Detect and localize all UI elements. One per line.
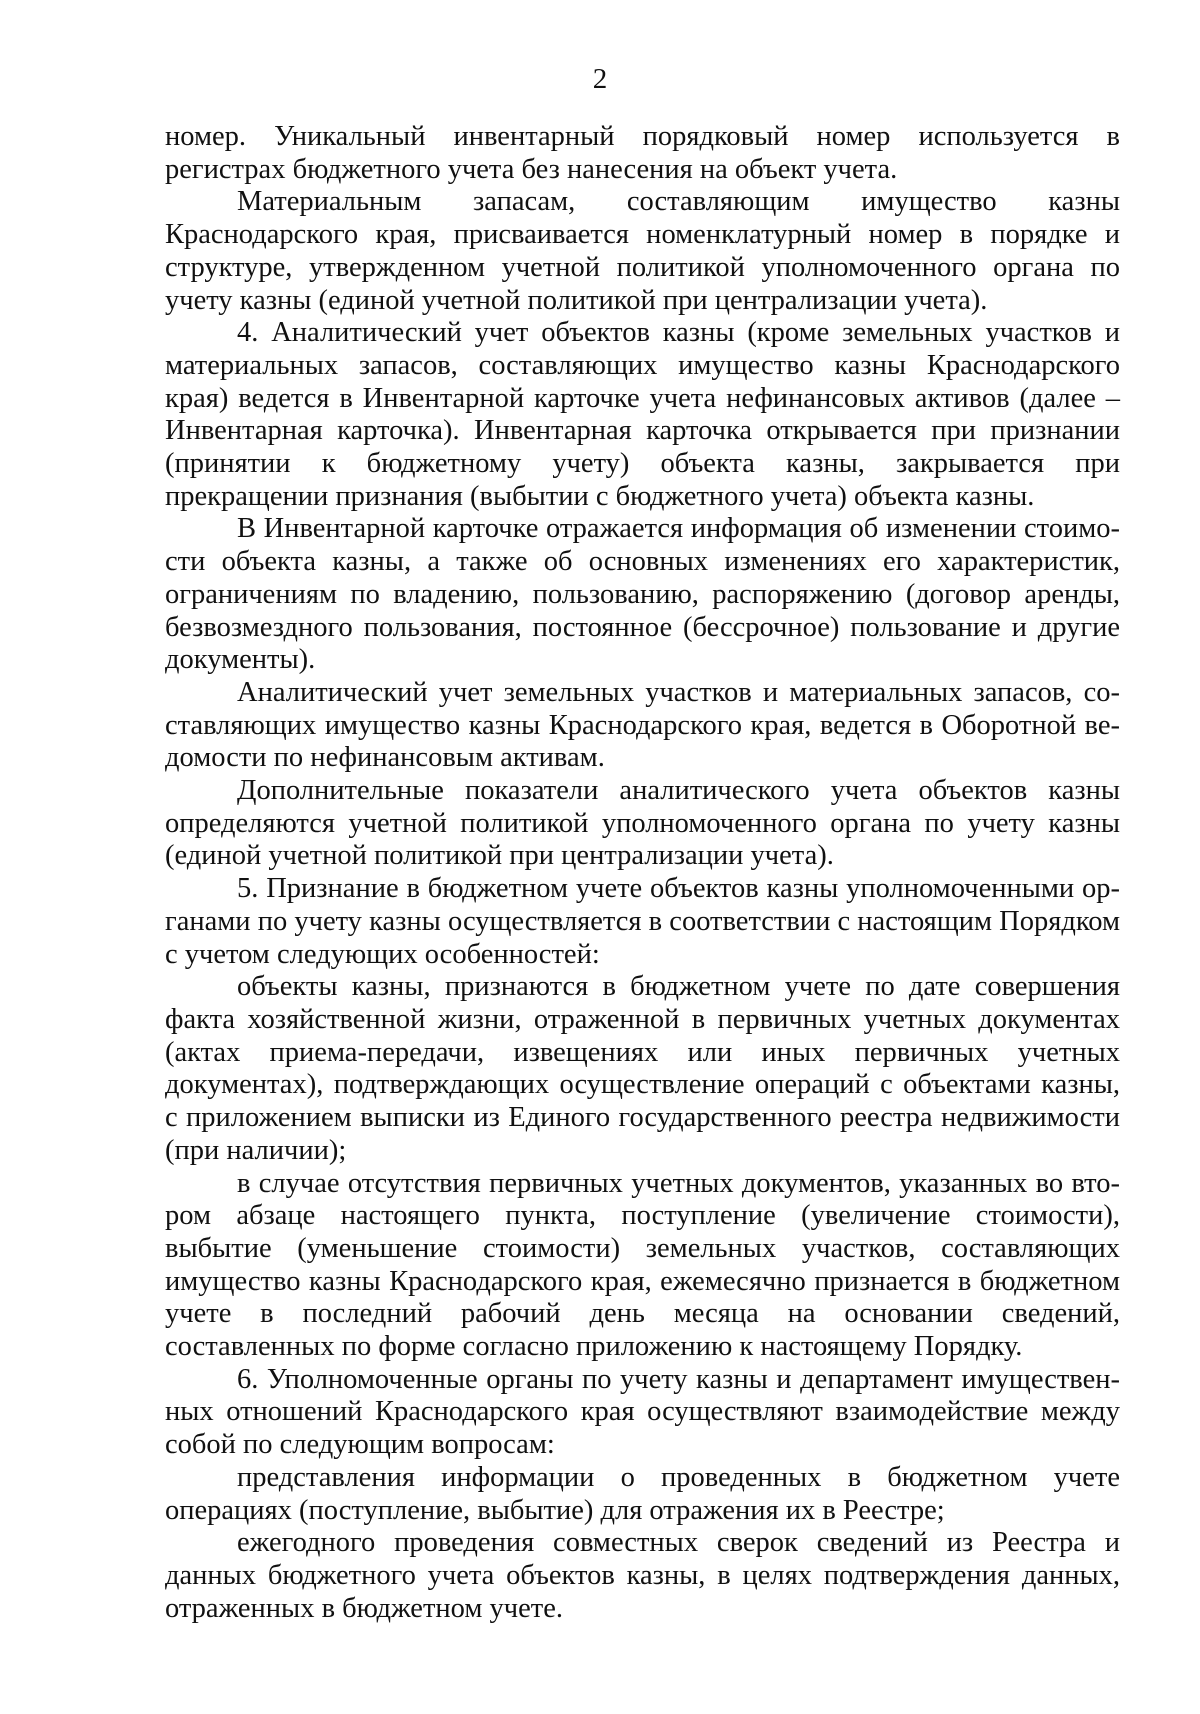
paragraph-annual-reconciliation: ежегодного проведения совместных сверок сведений из Реестра и данных бюджетного учета объектов казны, в целях подтверждения данных, отраженных в бюджетном учете. [165,1527,1120,1624]
paragraph-absence-of-documents: в случае отсутствия первичных учетных документов, указанных во втором абзаце настоящего пункта, поступление (увеличение стоимости), выбытие (уменьшение стоимости) земельных участков, составляющих имущество казны Краснодарского края, ежемесячно признается в бюджетном учете в последний рабочий день месяца на основании сведений, составленных по форме согласно приложению к настоящему Порядку. [165,1167,1120,1363]
paragraph-5-recognition: 5. Признание в бюджетном учете объектов казны уполномоченными органами по учету казны осуществляется в соответствии с настоящим Порядком с учетом следующих особенностей: [165,873,1120,970]
page-number: 2 [592,63,608,95]
paragraph-information-submission: представления информации о проведенных в бюджетном учете операциях (поступление, выбытие) для отражения их в Реестре; [165,1461,1120,1526]
paragraph-material-reserves-numbering: Материальным запасам, составляющим имущество казны Краснодарского края, присваивается номенклатурный номер в порядке и структуре, утвержденном учетной политикой уполномоченного органа по учету казны (единой учетной политикой при централизации учета). [165,186,1120,316]
paragraph-land-analytical-accounting: Аналитический учет земельных участков и материальных запасов, составляющих имущество казны Краснодарского края, ведется в Оборотной ведомости по нефинансовым активам. [165,676,1120,774]
document-body [165,121,1120,1625]
paragraph-recognition-by-date: объекты казны, признаются в бюджетном учете по дате совершения факта хозяйственной жизни, отраженной в первичных учетных документах (актах приема-передачи, извещениях или иных первичных учетных документах), подтверждающих осуществление операций с объектами казны, с приложением выписки из Единого государственного реестра недвижимости (при наличии); [165,971,1120,1166]
paragraph-4-analytical-accounting: 4. Аналитический учет объектов казны (кроме земельных участков и материальных запасов, составляющих имущество казны Краснодарского края) ведется в Инвентарной карточке учета нефинансовых активов (далее – Инвентарная карточка). Инвентарная карточка открывается при признании (принятии к бюджетному учету) объекта казны, закрывается при прекращении признания (выбытии с бюджетного учета) объекта казны. [165,317,1120,512]
paragraph-additional-indicators: Дополнительные показатели аналитического учета объектов казны определяются учетной политикой уполномоченного органа по учету казны (единой учетной политикой при централизации учета). [165,775,1120,872]
paragraph-inventory-card-info: В Инвентарной карточке отражается информация об изменении стоимости объекта казны, а также об основных изменениях его характеристик, ограничениям по владению, пользованию, распоряжению (договор аренды, безвозмездного пользования, постоянное (бессрочное) пользование и другие документы). [165,513,1120,676]
paragraph-continuation: номер. Уникальный инвентарный порядковый номер используется в регистрах бюджетного учета без нанесения на объект учета. [165,121,1120,185]
paragraph-6-interaction: 6. Уполномоченные органы по учету казны и департамент имущественных отношений Краснодарского края осуществляют взаимодействие между собой по следующим вопросам: [165,1363,1120,1461]
